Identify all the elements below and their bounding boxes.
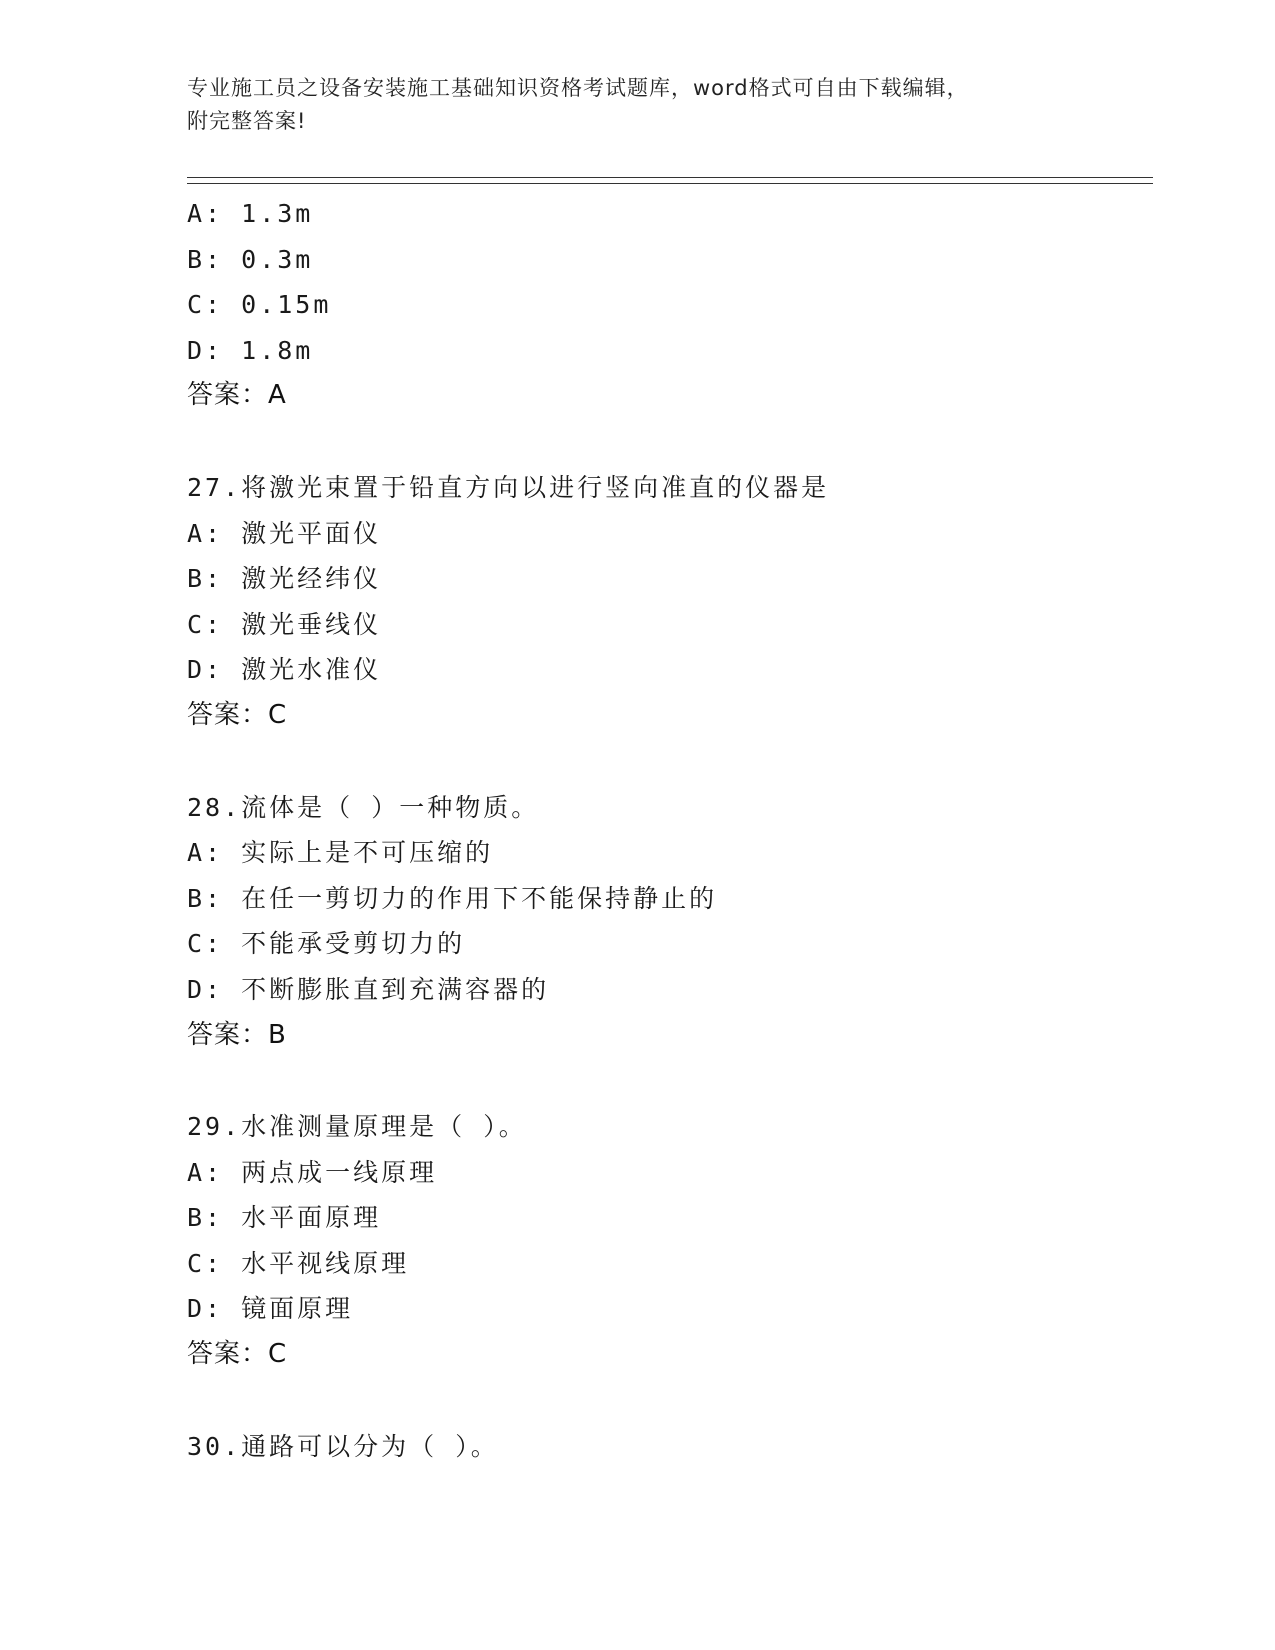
- spacer: [187, 419, 1167, 465]
- question-27: [187, 465, 1167, 739]
- option-c: C: 0.15m: [187, 290, 332, 320]
- question-title: 30.通路可以分为（ ）。: [187, 1431, 499, 1461]
- question-26: [187, 191, 1167, 419]
- header-line-2: 附完整答案!: [187, 109, 307, 133]
- document-header: [187, 72, 1087, 138]
- option-a: A: 1.3m: [187, 199, 314, 228]
- answer-line: 答案：A: [187, 380, 287, 411]
- spacer: [187, 1058, 1167, 1104]
- option-b: B: 在任一剪切力的作用下不能保持静止的: [187, 883, 718, 913]
- answer-line: 答案：B: [187, 1019, 287, 1050]
- option-d: D: 激光水准仪: [187, 655, 382, 685]
- question-28: [187, 785, 1167, 1059]
- option-c: C: 不能承受剪切力的: [187, 929, 466, 959]
- option-d: D: 镜面原理: [187, 1294, 354, 1324]
- answer-line: 答案：C: [187, 1339, 288, 1370]
- option-d: D: 1.8m: [187, 335, 314, 365]
- option-d: D: 不断膨胀直到充满容器的: [187, 974, 550, 1004]
- option-b: B: 0.3m: [187, 244, 314, 274]
- option-b: B: 水平面原理: [187, 1203, 382, 1233]
- question-list: [187, 191, 1167, 1469]
- question-29: [187, 1104, 1167, 1378]
- question-title: 29.水准测量原理是（ ）。: [187, 1112, 527, 1142]
- question-30: [187, 1424, 1167, 1470]
- spacer: [187, 1378, 1167, 1424]
- header-line-1: 专业施工员之设备安装施工基础知识资格考试题库，word格式可自由下载编辑，: [187, 76, 969, 100]
- option-c: C: 水平视线原理: [187, 1248, 410, 1278]
- header-divider-top: [187, 177, 1153, 178]
- option-b: B: 激光经纬仪: [187, 564, 382, 594]
- option-a: A: 实际上是不可压缩的: [187, 838, 494, 868]
- spacer: [187, 739, 1167, 785]
- answer-line: 答案：C: [187, 699, 288, 730]
- option-a: A: 激光平面仪: [187, 518, 382, 548]
- option-a: A: 两点成一线原理: [187, 1157, 438, 1187]
- question-title: 27.将激光束置于铅直方向以进行竖向准直的仪器是: [187, 472, 830, 502]
- question-title: 28.流体是（ ）一种物质。: [187, 792, 540, 822]
- option-c: C: 激光垂线仪: [187, 609, 382, 639]
- header-divider-bottom: [187, 183, 1153, 184]
